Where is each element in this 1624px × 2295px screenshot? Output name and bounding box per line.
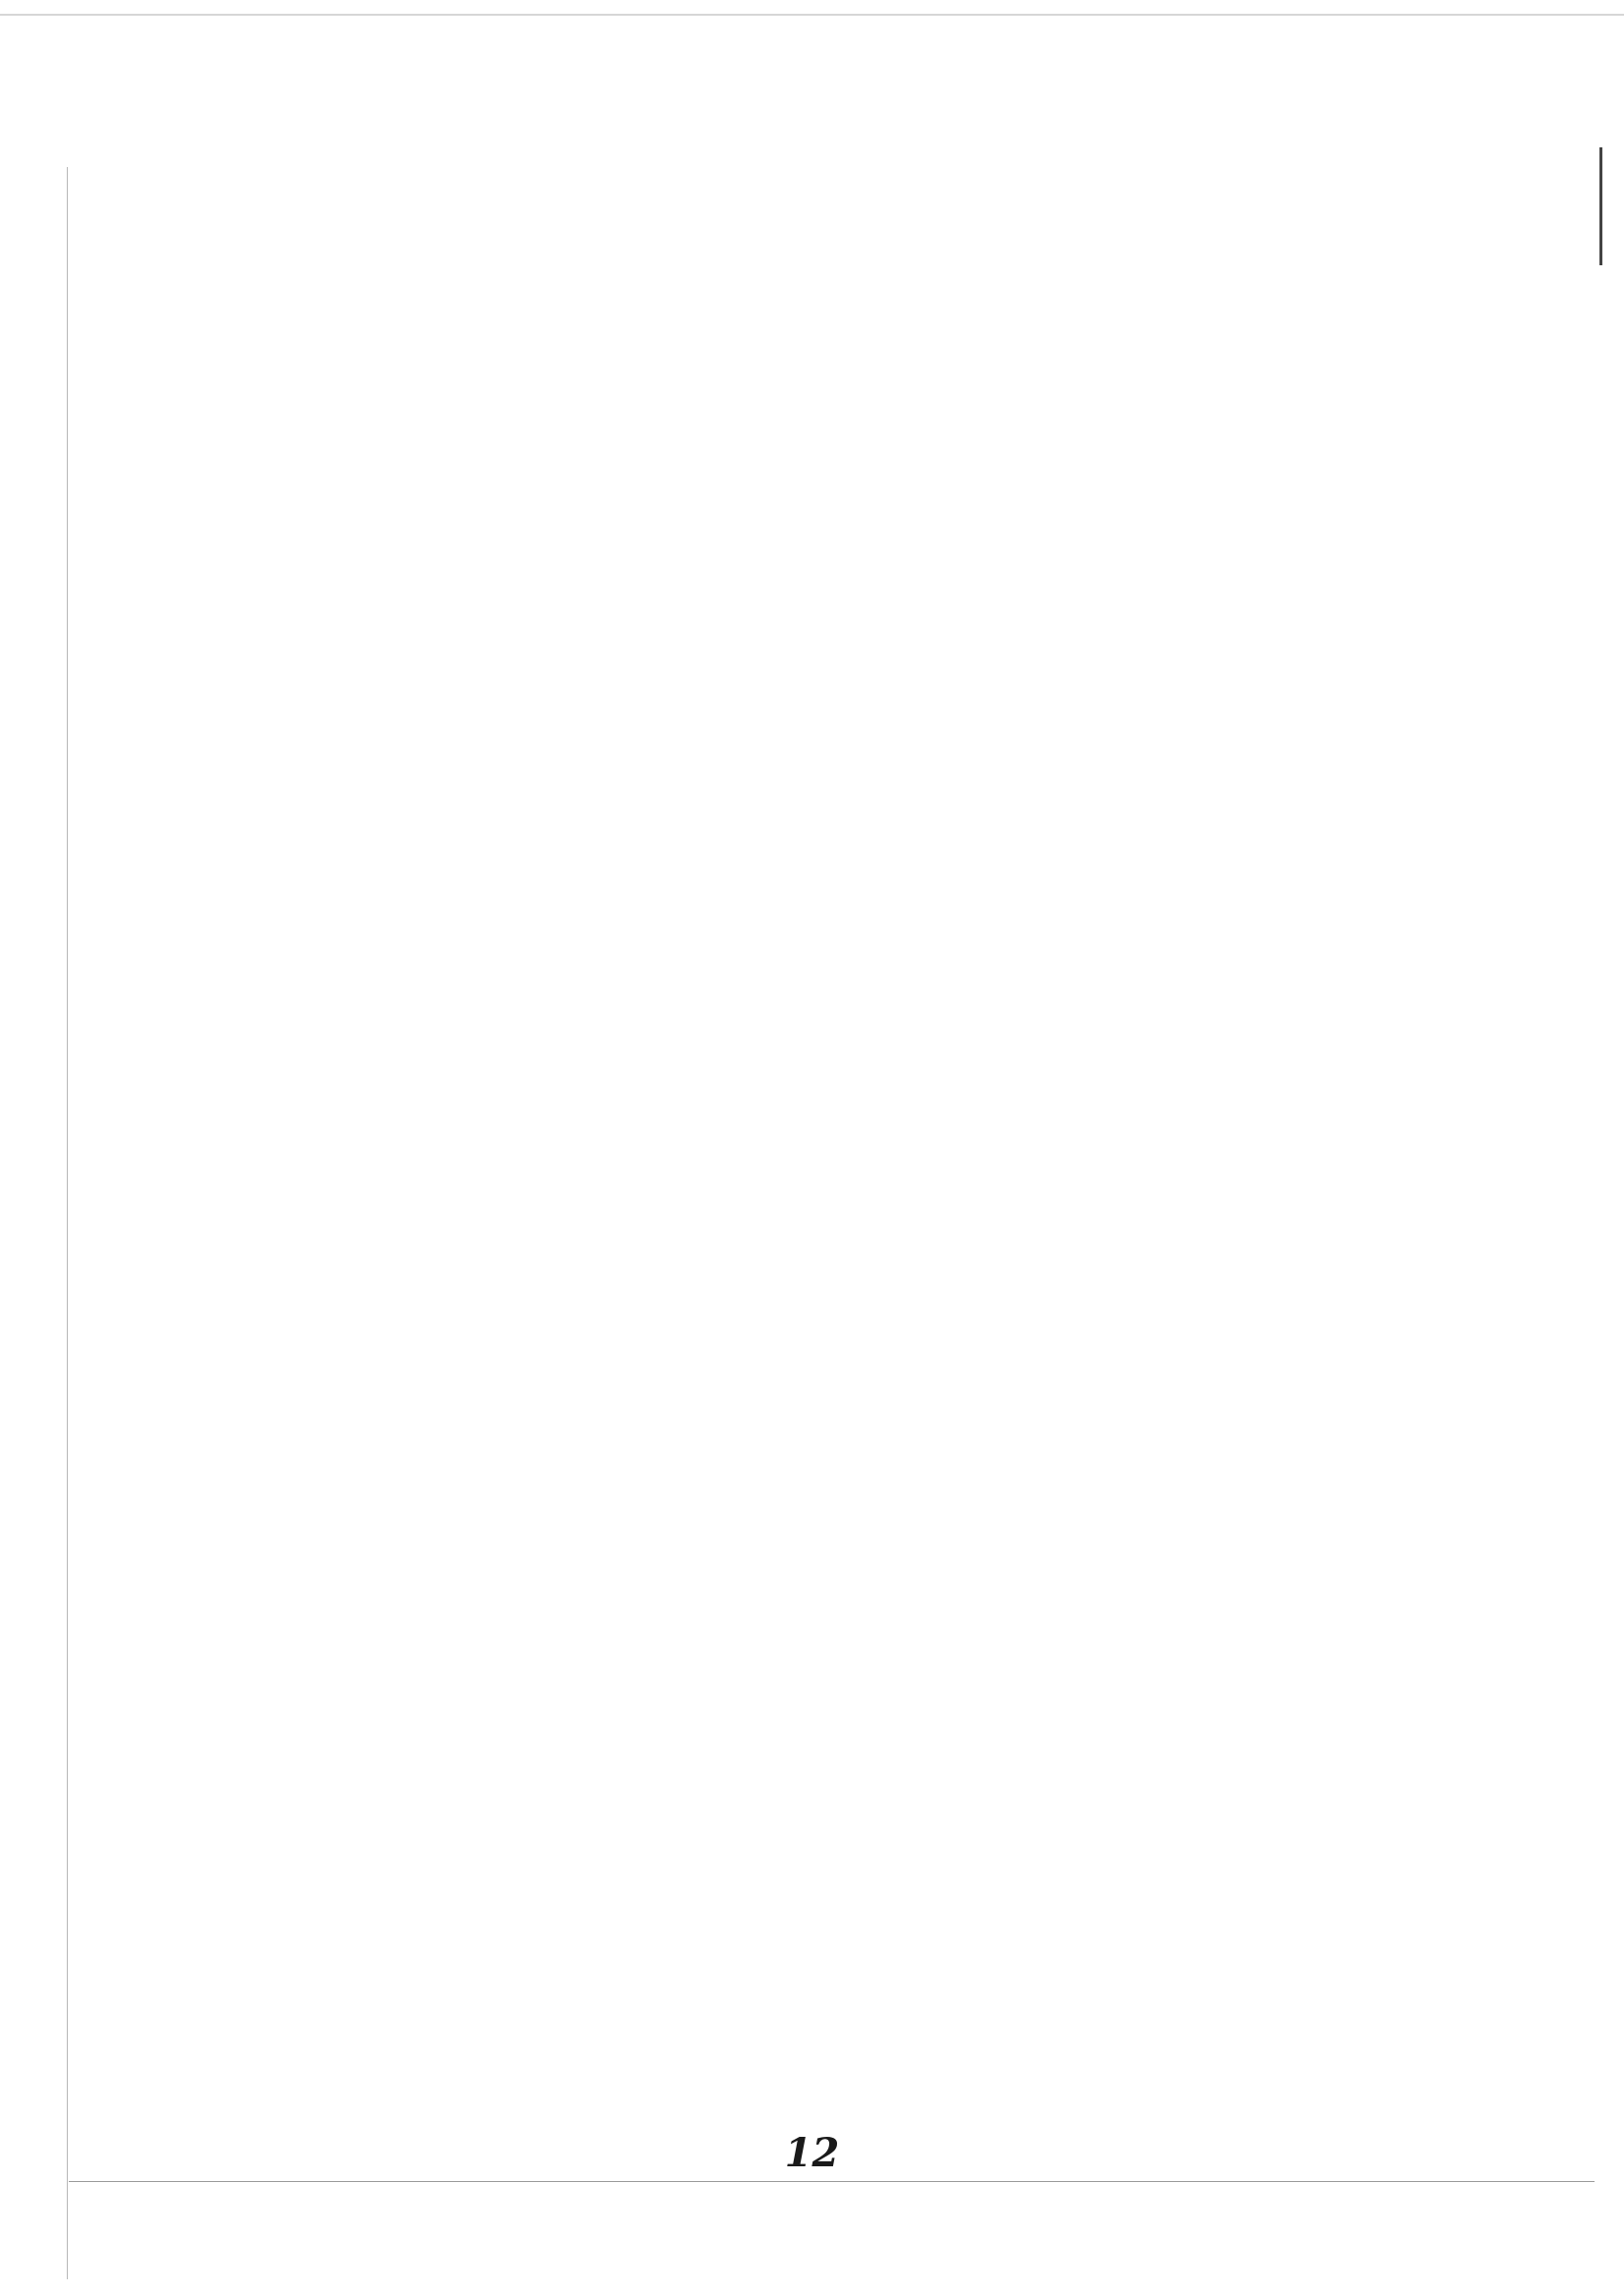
meanings-heading	[196, 1278, 1366, 1317]
meaning-item	[196, 461, 1366, 508]
hadith-text	[196, 327, 1366, 374]
hadith-block	[196, 1184, 1366, 1479]
hadith-block	[196, 594, 1366, 889]
scan-left-line	[67, 167, 68, 2279]
meaning-item	[196, 1023, 1366, 1070]
hadith-block	[196, 889, 1366, 1184]
meaning-item	[196, 1317, 1366, 1365]
hadith-block	[196, 280, 1366, 594]
page-content	[196, 280, 1366, 1479]
hadith-text	[196, 642, 1366, 689]
scan-right-mark	[1599, 147, 1602, 265]
lessons-heading	[196, 1412, 1366, 1451]
hadith-title	[1208, 280, 1366, 309]
hadith-title	[1208, 594, 1366, 624]
lessons-heading	[196, 689, 1366, 728]
lessons-heading	[196, 508, 1366, 547]
hadith-text	[196, 936, 1366, 983]
footer-line	[69, 2181, 1595, 2182]
meanings-heading	[196, 374, 1366, 414]
lessons-text	[196, 728, 1366, 775]
lessons-text	[196, 547, 1366, 594]
lessons-text	[196, 1109, 1366, 1156]
hadith-text	[196, 1231, 1366, 1278]
hadith-title	[1208, 1184, 1366, 1213]
hadith-title	[1208, 889, 1366, 919]
meaning-item	[196, 1365, 1366, 1412]
page-number: 12	[784, 2130, 840, 2176]
meaning-item	[196, 414, 1366, 461]
lessons-heading	[196, 1070, 1366, 1109]
meanings-heading	[196, 983, 1366, 1023]
scan-top-edge	[0, 14, 1624, 16]
